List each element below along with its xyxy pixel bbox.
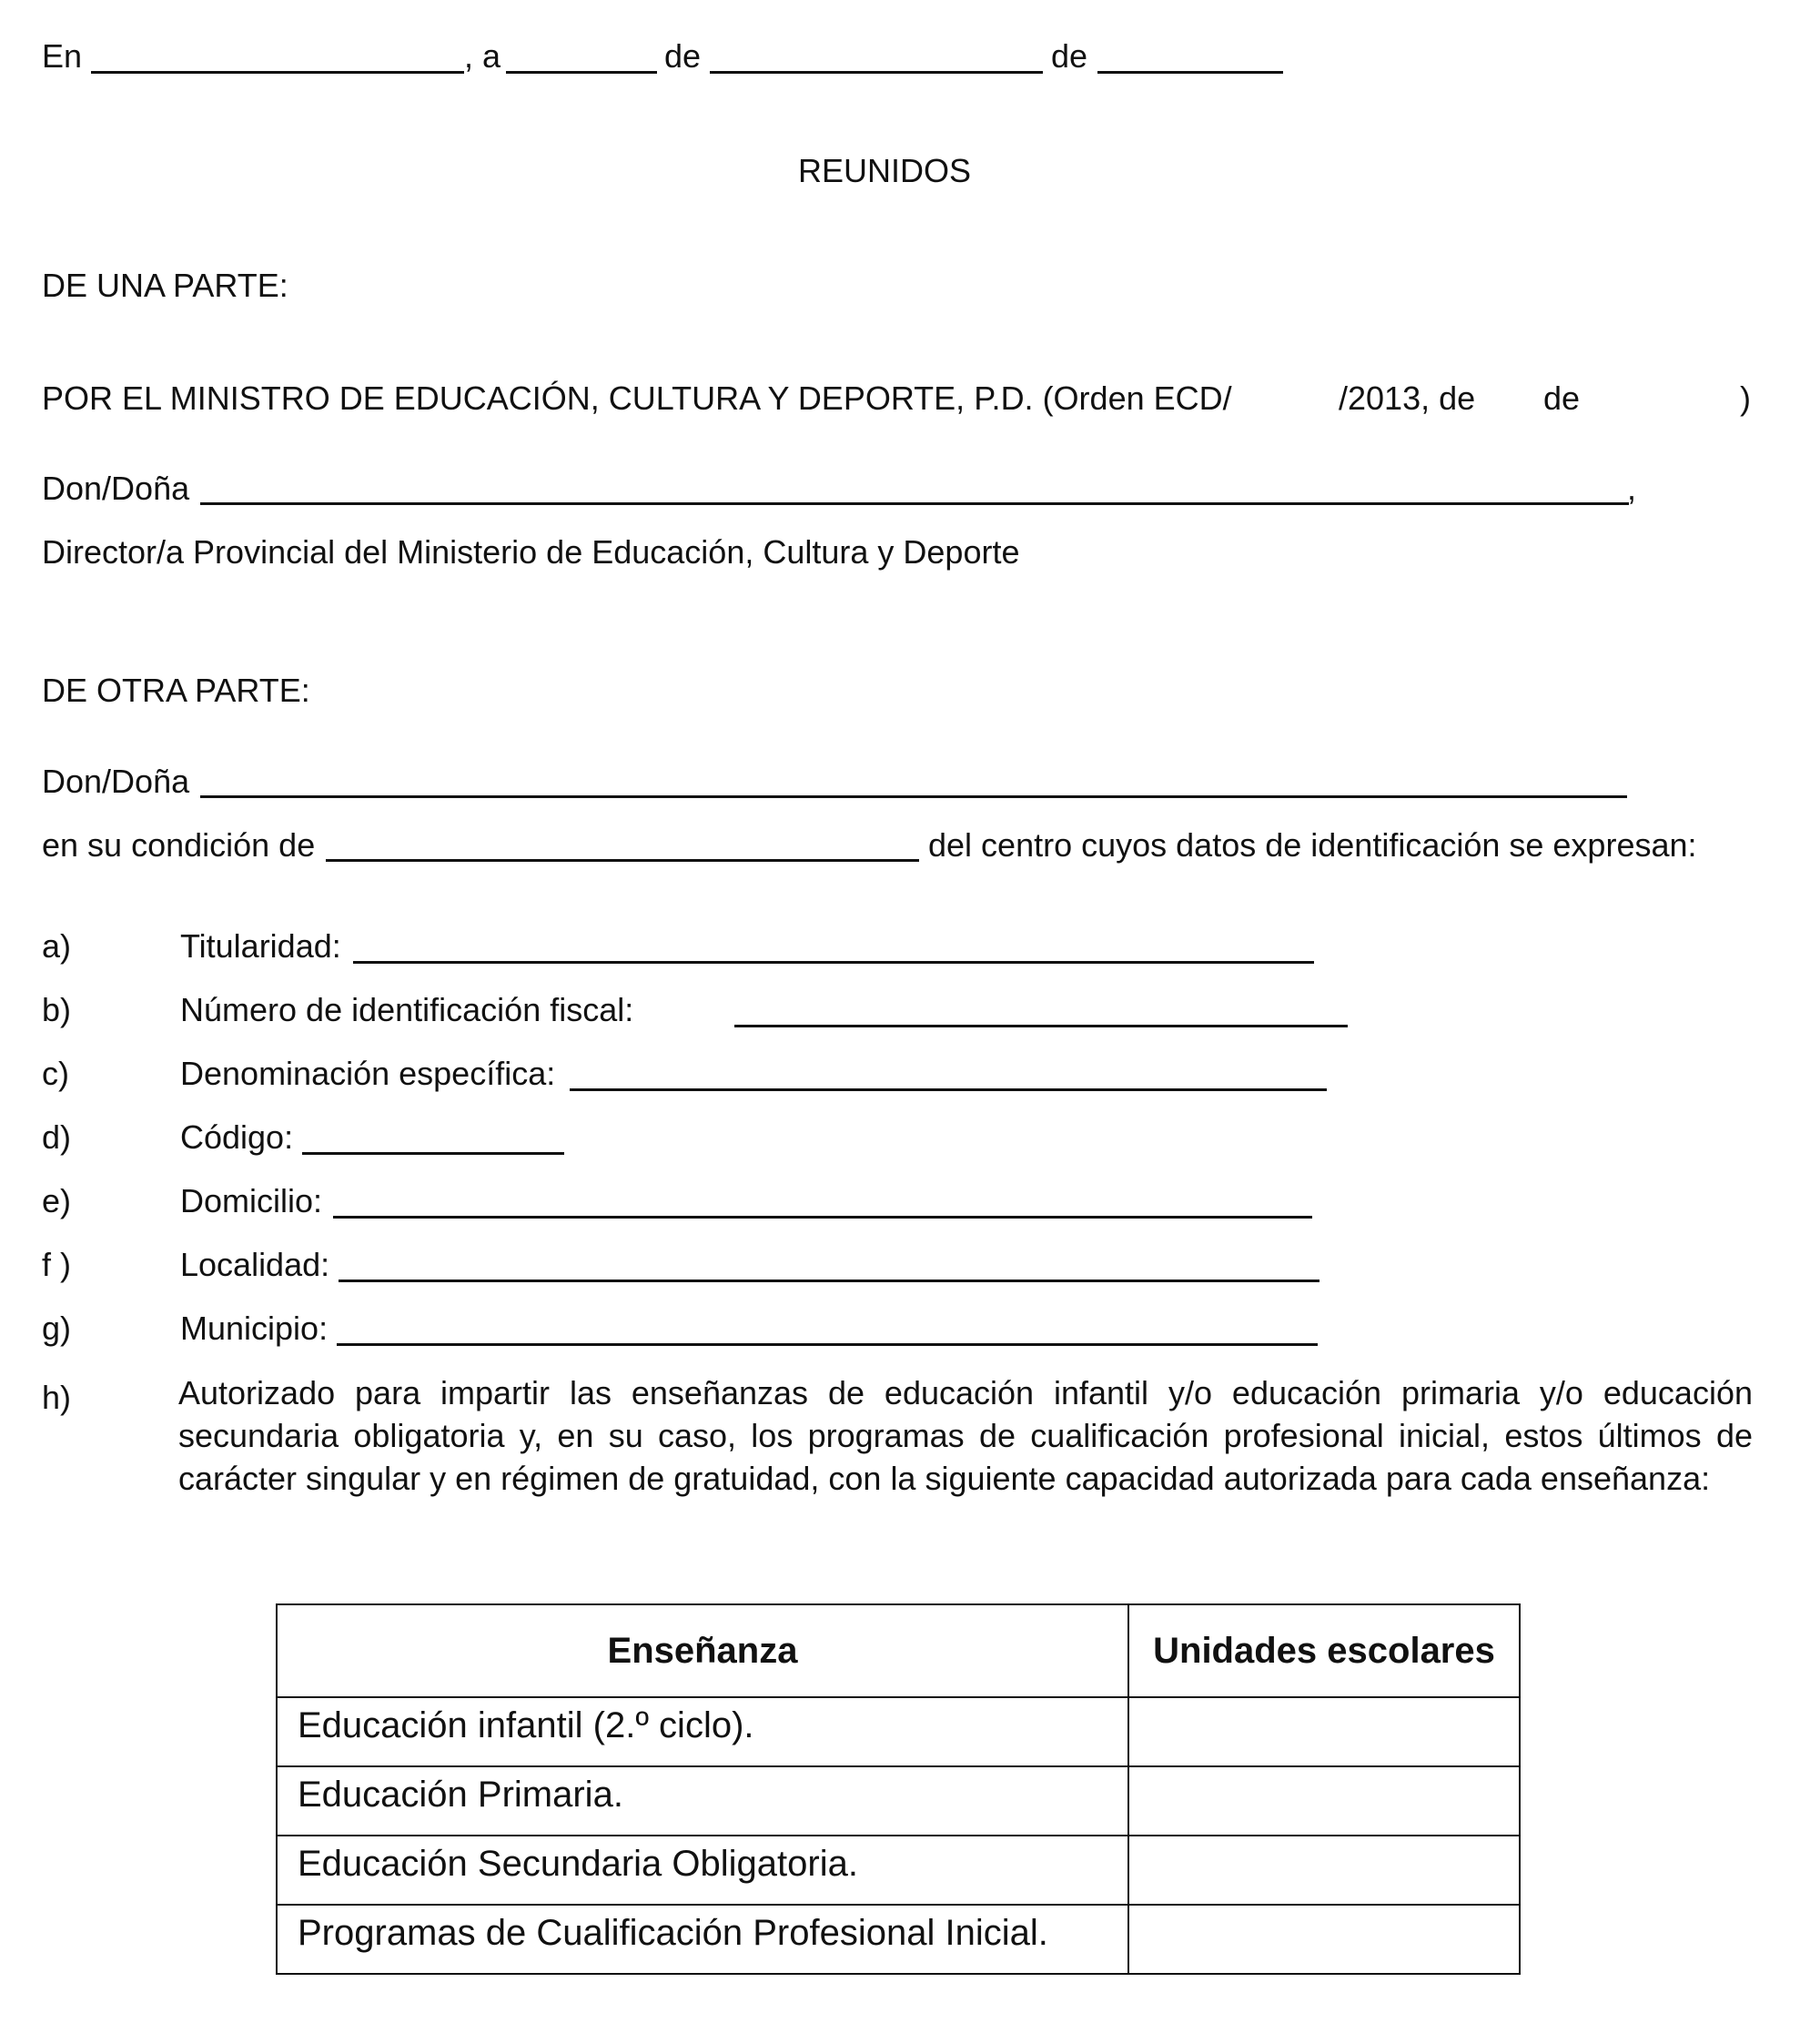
table-row bbox=[277, 1836, 1520, 1905]
unidades-cell[interactable] bbox=[1128, 1697, 1520, 1766]
titularidad-label: Titularidad: bbox=[180, 927, 341, 965]
parte-2-heading: DE OTRA PARTE: bbox=[42, 672, 310, 709]
codigo-label: Código: bbox=[180, 1118, 294, 1156]
orden-de-text: de bbox=[1543, 379, 1581, 417]
nif-label: Número de identificación fiscal: bbox=[180, 991, 634, 1028]
condicion-label: en su condición de bbox=[42, 826, 316, 864]
unidades-cell[interactable] bbox=[1128, 1766, 1520, 1836]
item-e-letter: e) bbox=[42, 1182, 72, 1219]
orden-year-text: /2013, de bbox=[1339, 379, 1476, 417]
parte-1-heading: DE UNA PARTE: bbox=[42, 267, 288, 304]
condicion-blank[interactable] bbox=[326, 859, 919, 862]
table-row bbox=[277, 1905, 1520, 1974]
municipio-blank[interactable] bbox=[337, 1343, 1318, 1346]
don-dona-blank-1[interactable] bbox=[200, 502, 1629, 505]
don-dona-label-1: Don/Doña bbox=[42, 470, 190, 507]
ensenanza-cell: Programas de Cualificación Profesional Inicial. bbox=[277, 1905, 1128, 1974]
table-header-row bbox=[277, 1604, 1520, 1697]
item-b-letter: b) bbox=[42, 991, 72, 1028]
item-h-paragraph: Autorizado para impartir las enseñanzas de educación infantil y/o educación primaria y/o educación secundaria obligatoria y, en su caso, los programas de cualificación profesional inicial, estos últimos de carácter singular y en régimen de gratuidad, con la siguiente capacidad autorizada para cada enseñanza: bbox=[178, 1374, 1753, 1497]
don-dona-comma: , bbox=[1627, 470, 1637, 507]
don-dona-label-2: Don/Doña bbox=[42, 763, 190, 800]
don-dona-blank-2[interactable] bbox=[200, 795, 1627, 798]
item-c-letter: c) bbox=[42, 1055, 69, 1092]
localidad-blank[interactable] bbox=[339, 1280, 1320, 1282]
condicion-suffix: del centro cuyos datos de identificación se expresan: bbox=[928, 826, 1697, 864]
ensenanza-cell: Educación Secundaria Obligatoria. bbox=[277, 1836, 1128, 1905]
director-role-text: Director/a Provincial del Ministerio de Educación, Cultura y Deporte bbox=[42, 533, 1020, 571]
ensenanzas-table bbox=[276, 1603, 1521, 1975]
unidades-cell[interactable] bbox=[1128, 1836, 1520, 1905]
a-label: , a bbox=[464, 37, 501, 75]
domicilio-label: Domicilio: bbox=[180, 1182, 323, 1219]
item-d-letter: d) bbox=[42, 1118, 72, 1156]
document-title: REUNIDOS bbox=[798, 152, 972, 189]
ensenanza-cell: Educación infantil (2.º ciclo). bbox=[277, 1697, 1128, 1766]
orden-paren-close: ) bbox=[1740, 379, 1751, 417]
year-blank[interactable] bbox=[1097, 71, 1283, 74]
en-label: En bbox=[42, 37, 83, 75]
titularidad-blank[interactable] bbox=[353, 961, 1314, 964]
denominacion-blank[interactable] bbox=[570, 1088, 1327, 1091]
header-unidades: Unidades escolares bbox=[1128, 1604, 1520, 1697]
item-f-letter: f ) bbox=[42, 1246, 71, 1283]
ministro-text: POR EL MINISTRO DE EDUCACIÓN, CULTURA Y DEPORTE, P.D. (Orden ECD/ bbox=[42, 379, 1232, 417]
place-blank[interactable] bbox=[91, 71, 464, 74]
month-blank[interactable] bbox=[710, 71, 1043, 74]
item-h-letter: h) bbox=[42, 1379, 72, 1416]
municipio-label: Municipio: bbox=[180, 1310, 329, 1347]
unidades-cell[interactable] bbox=[1128, 1905, 1520, 1974]
ensenanza-cell: Educación Primaria. bbox=[277, 1766, 1128, 1836]
de-label-1: de bbox=[664, 37, 702, 75]
table-row bbox=[277, 1766, 1520, 1836]
de-label-2: de bbox=[1051, 37, 1088, 75]
domicilio-blank[interactable] bbox=[333, 1216, 1312, 1219]
item-a-letter: a) bbox=[42, 927, 72, 965]
nif-blank[interactable] bbox=[734, 1025, 1348, 1027]
item-g-letter: g) bbox=[42, 1310, 72, 1347]
table-row bbox=[277, 1697, 1520, 1766]
codigo-blank[interactable] bbox=[302, 1152, 564, 1155]
header-ensenanza: Enseñanza bbox=[277, 1604, 1128, 1697]
localidad-label: Localidad: bbox=[180, 1246, 330, 1283]
denominacion-label: Denominación específica: bbox=[180, 1055, 556, 1092]
day-blank[interactable] bbox=[506, 71, 657, 74]
